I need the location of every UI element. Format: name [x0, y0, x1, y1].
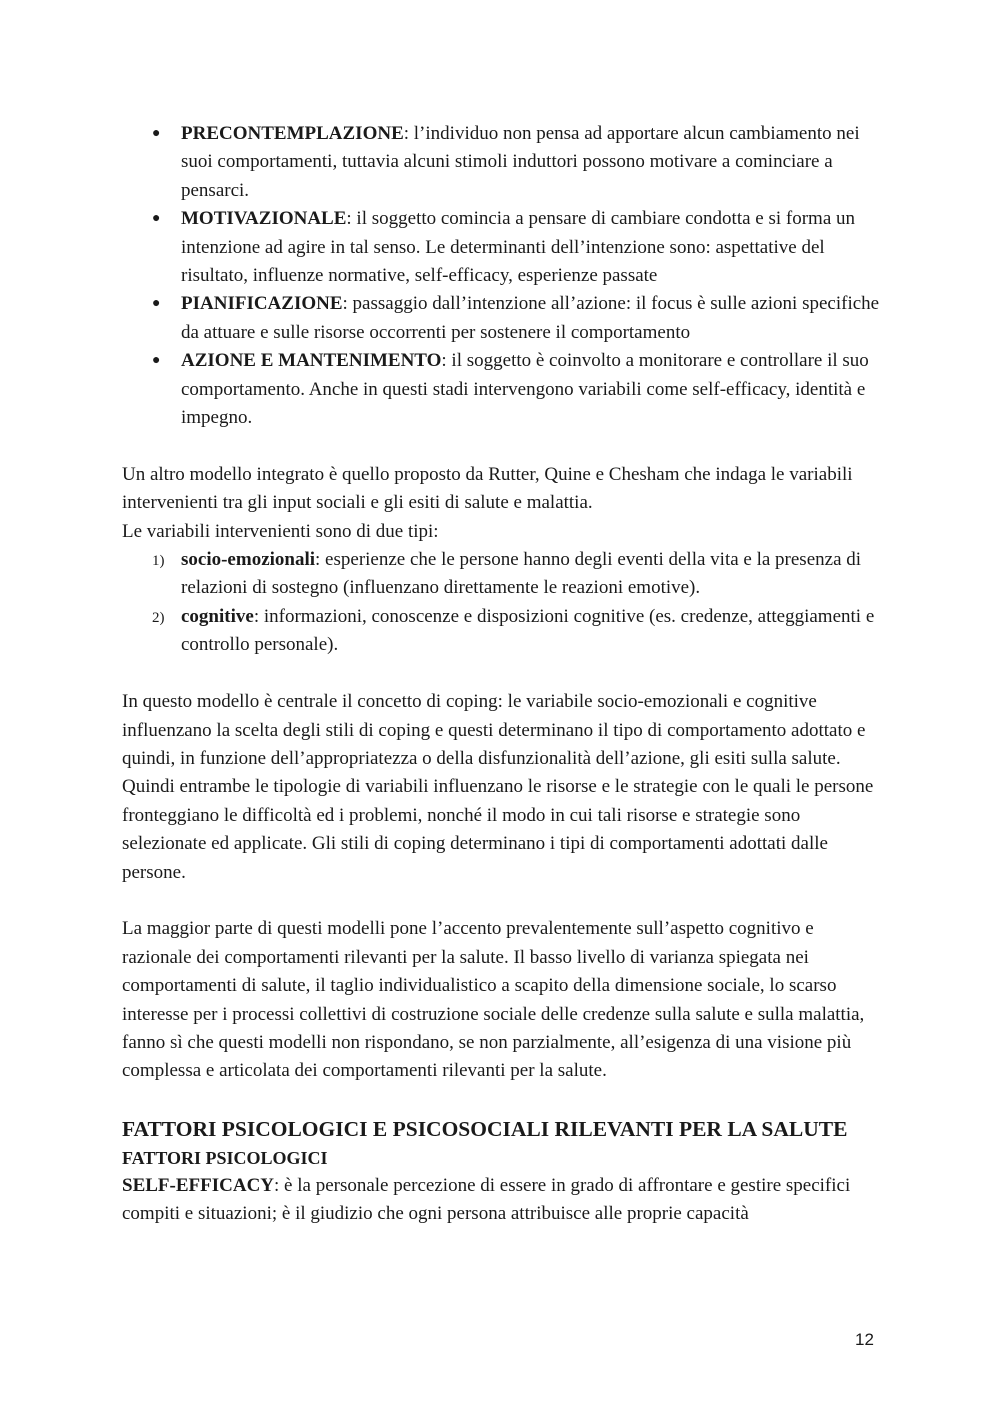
self-efficacy-title: SELF-EFFICACY — [122, 1174, 275, 1196]
list-item — [122, 120, 882, 205]
variable-title: socio-emozionali — [181, 549, 316, 571]
bullet-icon: ● — [152, 296, 161, 312]
section-heading: FATTORI PSICOLOGICI E PSICOSOCIALI RILEVANTI PER LA SALUTE — [122, 1116, 848, 1141]
subsection-heading: FATTORI PSICOLOGICI — [122, 1147, 328, 1168]
variable-text: : informazioni, conoscenze e disposizioni cognitive (es. credenze, atteggiamenti e controllo personale). — [181, 605, 875, 656]
stages-list — [122, 120, 882, 432]
bullet-icon: ● — [152, 353, 161, 369]
stage-text: : passaggio dall’intenzione all’azione: il focus è sulle azioni specifiche da attuare e sulle risorse occorrenti per sostenere il comportamento — [181, 293, 880, 343]
self-efficacy-text: : è la personale percezione di essere in grado di affrontare e gestire specifici compiti e situazioni; è il giudizio che ogni persona attribuisce alle proprie capacità — [122, 1174, 851, 1225]
bullet-icon: ● — [152, 211, 161, 227]
stage-title: MOTIVAZIONALE — [181, 208, 347, 230]
list-number: 2) — [152, 609, 165, 626]
stage-title: AZIONE E MANTENIMENTO — [181, 350, 442, 372]
stage-title: PRECONTEMPLAZIONE — [181, 123, 404, 144]
stage-text: : il soggetto è coinvolto a monitorare e controllare il suo comportamento. Anche in questi stadi intervengono variabili come self-efficacy, identità e impegno. — [181, 350, 869, 429]
page-content — [122, 120, 882, 1229]
list-item — [122, 347, 882, 432]
spacer — [122, 1086, 882, 1106]
paragraph-models: La maggior parte di questi modelli pone l’accento prevalentemente sull’aspetto cognitivo e razionale dei comportamenti rilevanti per la salute. Il basso livello di varianza spiegata nei comportamenti di salute, il taglio individualistico a scapito della dimensione sociale, lo scarso interesse per i processi collettivi di costruzione sociale delle credenze sulla salute e sulla malattia, fanno sì che questi modelli non rispondano, se non parzialmente, all’esigenza di una visione più complessa e articolata dei comportamenti rilevanti per la salute. — [122, 918, 865, 1082]
paragraph-self-efficacy — [122, 1172, 882, 1229]
paragraph-rutter: Un altro modello integrato è quello proposto da Rutter, Quine e Chesham che indaga le variabili intervenienti tra gli input sociali e gli esiti di salute e malattia. — [122, 463, 853, 514]
page-number: 12 — [855, 1330, 874, 1349]
variables-list — [122, 546, 882, 660]
list-item — [122, 546, 882, 603]
paragraph-coping-strategies: Quindi entrambe le tipologie di variabili influenzano le risorse e le strategie con le quali le persone fronteggiano le difficoltà ed i problemi, nonché il modo in cui tali risorse e strategie sono selezionate ed applicate. Gli stili di coping determinano i tipi di comportamenti adottati dalle persone. — [122, 776, 874, 883]
stage-text: : l’individuo non pensa ad apportare alcun cambiamento nei suoi comportamenti, tuttavia alcuni stimoli induttori possono motivare a cominciare a pensarci. — [181, 123, 860, 201]
bullet-icon: ● — [152, 126, 161, 141]
paragraph-coping: In questo modello è centrale il concetto di coping: le variabile socio-emozionali e cognitive influenzano la scelta degli stili di coping e questi determinano il tipo di comportamento adottato e quindi, in funzione dell’appropriatezza o della disfunzionalità dell’azione, gli esiti sulla salute. — [122, 691, 866, 769]
variable-title: cognitive — [181, 605, 254, 627]
spacer — [122, 887, 882, 915]
spacer — [122, 660, 882, 688]
stage-text: : il soggetto comincia a pensare di cambiare condotta e si forma un intenzione ad agire in tal senso. Le determinanti dell’intenzione sono: aspettative del risultato, influenze normative, self-efficacy, esperienze passate — [181, 208, 856, 287]
list-number: 1) — [152, 553, 165, 570]
paragraph-variables-intro: Le variabili intervenienti sono di due tipi: — [122, 520, 439, 542]
list-item — [122, 603, 882, 660]
stage-title: PIANIFICAZIONE — [181, 293, 343, 315]
list-item — [122, 290, 882, 347]
variable-text: : esperienze che le persone hanno degli eventi della vita e la presenza di relazioni di sostegno (influenzano direttamente le reazioni emotive). — [181, 549, 862, 599]
spacer — [122, 432, 882, 460]
list-item — [122, 205, 882, 290]
